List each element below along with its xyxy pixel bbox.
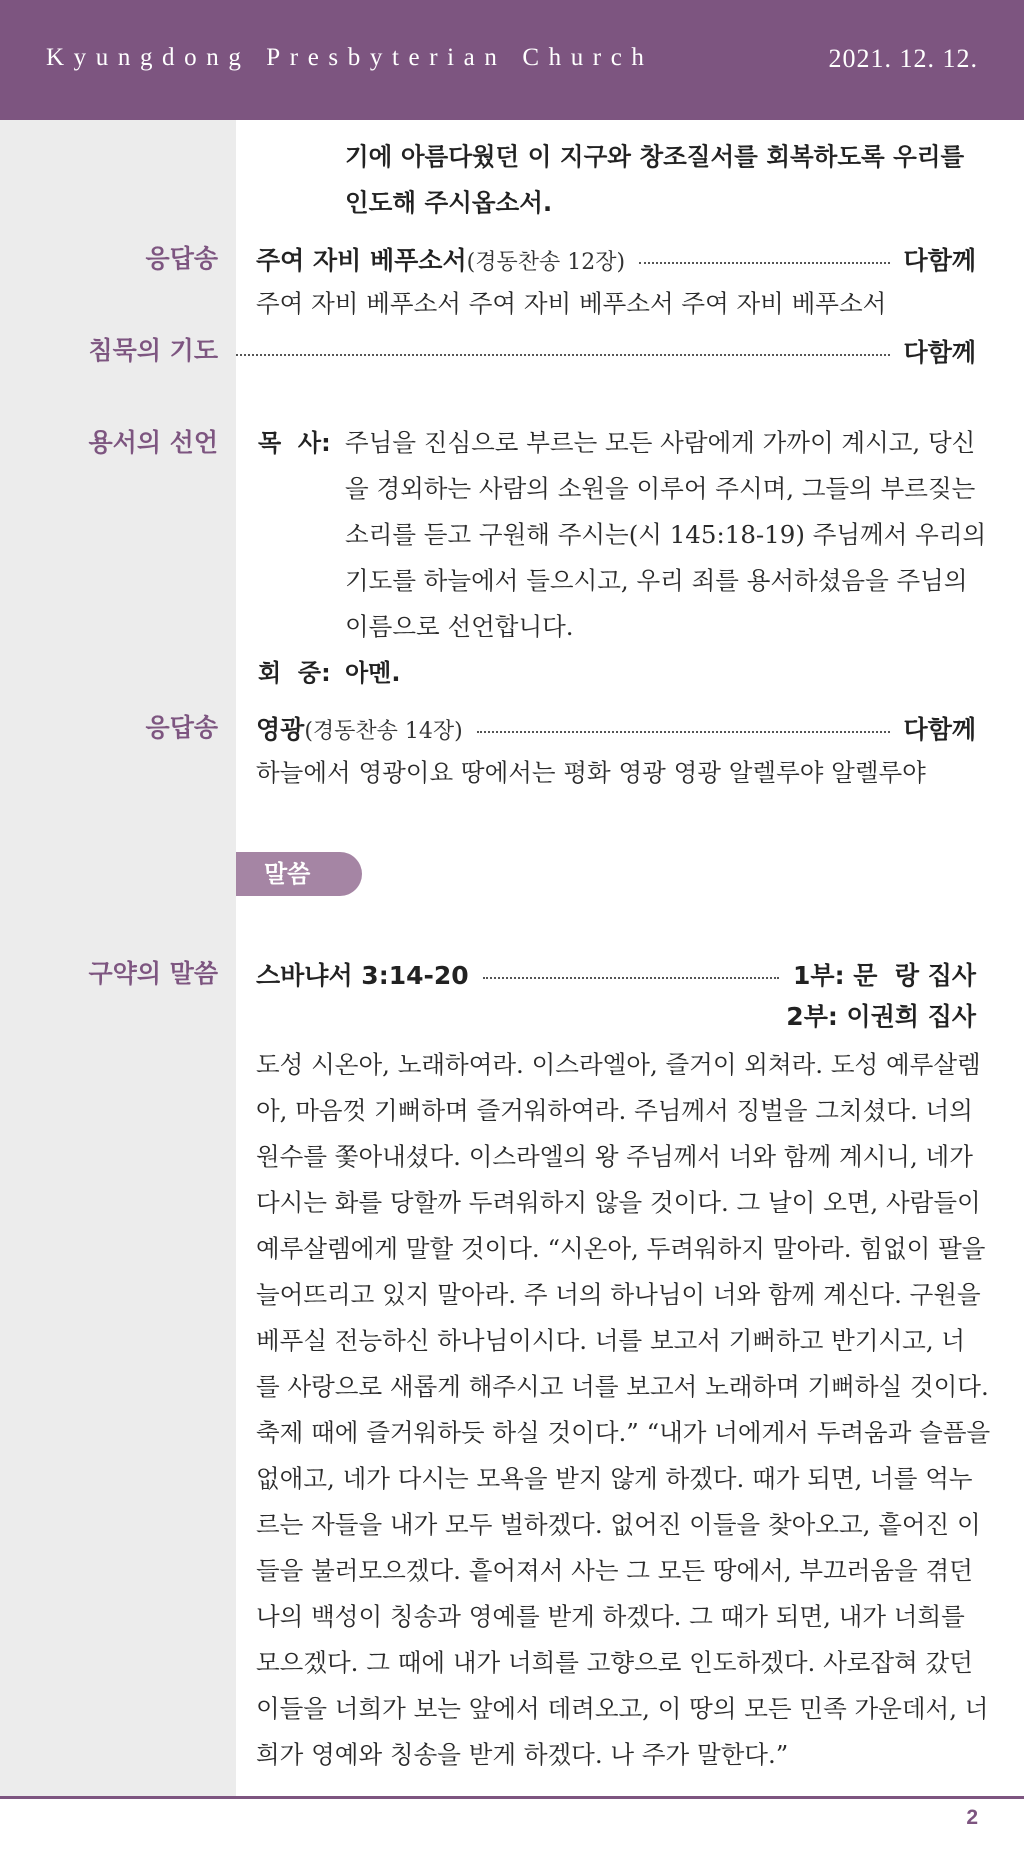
scripture-line: 나의 백성이 칭송과 영예를 받게 하겠다. 그 때가 되면, 내가 너희를: [256, 1602, 965, 1631]
silent-prayer-by: 다함께: [903, 338, 976, 367]
response-song-lyrics: 하늘에서 영광이요 땅에서는 평화 영광 영광 알렐루야 알렐루야: [256, 758, 926, 787]
response-song-label: 응답송: [145, 244, 218, 273]
scripture-reference: 스바냐서 3:14-20: [256, 961, 469, 990]
absolution-line: 주님을 진심으로 부르는 모든 사람에게 가까이 계시고, 당신: [345, 428, 976, 457]
silent-prayer-row: [236, 334, 976, 368]
intro-line: 기에 아름다웠던 이 지구와 창조질서를 회복하도록 우리를: [345, 142, 965, 171]
scripture-line: 모으겠다. 그 때에 내가 너희를 고향으로 인도하겠다. 사로잡혀 갔던: [256, 1648, 973, 1677]
scripture-line: 원수를 쫓아내셨다. 이스라엘의 왕 주님께서 너와 함께 계시니, 네가: [256, 1142, 973, 1171]
scripture-line: 르는 자들을 내가 모두 벌하겠다. 없어진 이들을 찾아오고, 흩어진 이: [256, 1510, 981, 1539]
absolution-line: 이름으로 선언합니다.: [345, 612, 574, 641]
scripture-line: 들을 불러모으겠다. 흩어져서 사는 그 모든 땅에서, 부끄러움을 겪던: [256, 1556, 973, 1585]
absolution-line: 소리를 듣고 구원해 주시는(시 145:18-19) 주님께서 우리의: [345, 520, 987, 549]
dotted-leader: [477, 731, 890, 733]
bulletin-date: 2021. 12. 12.: [828, 44, 978, 73]
response-song-lyrics: 주여 자비 베푸소서 주여 자비 베푸소서 주여 자비 베푸소서: [256, 289, 887, 318]
scripture-line: 를 사랑으로 새롭게 해주시고 너를 보고서 노래하며 기뻐하실 것이다.: [256, 1372, 989, 1401]
scripture-line: 다시는 화를 당할까 두려워하지 않을 것이다. 그 날이 오면, 사람들이: [256, 1188, 981, 1217]
footer-divider: [0, 1796, 1024, 1799]
absolution-label: 용서의 선언: [88, 428, 218, 457]
section-title-word: 말씀: [236, 852, 362, 896]
congregation-label: 회 중:: [258, 659, 331, 687]
response-song-title: 주여 자비 베푸소서(경동찬송 12장): [256, 246, 626, 275]
pastor-label: 목 사:: [258, 429, 331, 457]
response-by: 다함께: [903, 715, 976, 744]
response-song-label: 응답송: [145, 713, 218, 742]
scripture-text: [256, 1042, 990, 1778]
ot-reading-label: 구약의 말씀: [88, 959, 218, 988]
response-song-row: [256, 242, 976, 276]
page-number: 2: [966, 1806, 978, 1829]
dotted-leader: [639, 262, 890, 264]
reader-second-service: 2부: 이권희 집사: [786, 1002, 976, 1031]
scripture-line: 베푸실 전능하신 하나님이시다. 너를 보고서 기뻐하고 반기시고, 너: [256, 1326, 966, 1355]
absolution-line: 을 경외하는 사람의 소원을 이루어 주시며, 그들의 부르짖는: [345, 474, 976, 503]
response-song-title: 영광(경동찬송 14장): [256, 715, 463, 744]
church-name: Kyungdong Presbyterian Church: [46, 44, 654, 71]
scripture-line: 아, 마음껏 기뻐하며 즐거워하여라. 주님께서 징벌을 그치셨다. 너의: [256, 1096, 973, 1125]
ot-reading-row: [256, 957, 976, 991]
response-by: 다함께: [903, 246, 976, 275]
scripture-line: 예루살렘에게 말할 것이다. “시온아, 두려워하지 말아라. 힘없이 팔을: [256, 1234, 986, 1263]
intro-prayer: [345, 134, 964, 226]
page-header: [0, 0, 1024, 120]
hymn-source: (경동찬송 14장): [304, 719, 463, 744]
dotted-leader: [236, 354, 890, 356]
scripture-line: 늘어뜨리고 있지 말아라. 주 너의 하나님이 너와 함께 계신다. 구원을: [256, 1280, 981, 1309]
response-song-row: [256, 711, 976, 745]
absolution-line: 기도를 하늘에서 들으시고, 우리 죄를 용서하셨음을 주님의: [345, 566, 968, 595]
hymn-source: (경동찬송 12장): [466, 250, 626, 275]
congregation-response: 아멘.: [345, 659, 401, 687]
scripture-line: 없애고, 네가 다시는 모욕을 받지 않게 하겠다. 때가 되면, 너를 억누: [256, 1464, 973, 1493]
reader-first-service: 1부: 문 랑 집사: [793, 961, 976, 990]
scripture-line: 도성 시온아, 노래하여라. 이스라엘아, 즐거이 외쳐라. 도성 예루살렘: [256, 1050, 981, 1079]
scripture-line: 희가 영예와 칭송을 받게 하겠다. 나 주가 말한다.”: [256, 1740, 789, 1769]
dotted-leader: [483, 977, 779, 979]
scripture-line: 축제 때에 즐거워하듯 하실 것이다.” “내가 너에게서 두려움과 슬픔을: [256, 1418, 991, 1447]
absolution-text: [345, 420, 986, 650]
intro-line: 인도해 주시옵소서.: [345, 188, 553, 217]
silent-prayer-label: 침묵의 기도: [88, 336, 218, 365]
scripture-line: 이들을 너희가 보는 앞에서 데려오고, 이 땅의 모든 민족 가운데서, 너: [256, 1694, 989, 1723]
